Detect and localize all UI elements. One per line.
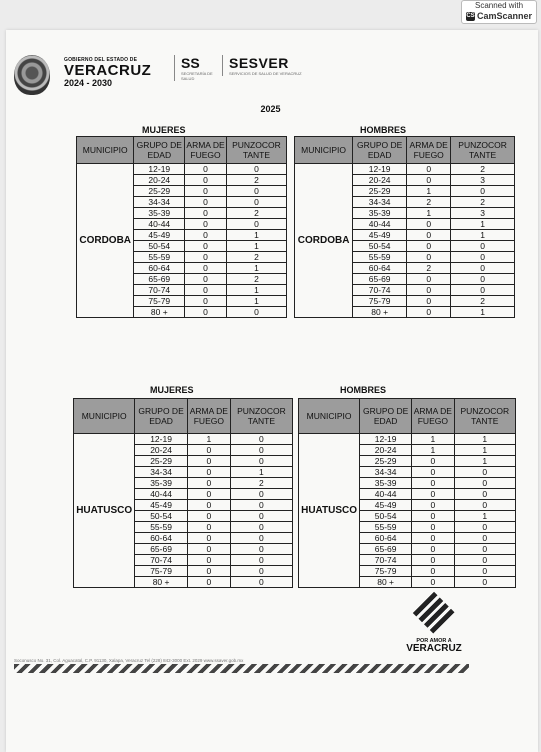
footer-address: Soconusco No. 31, Col. Aguacatal, C.P. 91130, Xalapa, Veracruz Tel (228) 842-3000 Ext. 2029 www.ssaver.gob.mx (14, 658, 244, 663)
punzocortante-cell: 2 (226, 274, 286, 285)
punzocortante-cell: 0 (454, 577, 515, 588)
age-group-cell: 45-49 (135, 500, 188, 511)
arma-fuego-cell: 0 (185, 285, 227, 296)
arma-fuego-cell: 0 (187, 478, 230, 489)
age-group-cell: 25-29 (135, 456, 188, 467)
age-group-cell: 25-29 (353, 186, 407, 197)
arma-fuego-cell: 1 (412, 434, 454, 445)
punzocortante-cell: 1 (226, 263, 286, 274)
header-arma-fuego: ARMA DE FUEGO (185, 137, 227, 164)
table-header-row (295, 137, 515, 164)
header-arma-fuego: ARMA DE FUEGO (187, 399, 230, 434)
age-group-cell: 20-24 (353, 175, 407, 186)
arma-fuego-cell: 0 (412, 555, 454, 566)
age-group-cell: 20-24 (134, 175, 185, 186)
header-punzocortante: PUNZOCOR TANTE (454, 399, 515, 434)
age-group-cell: 34-34 (135, 467, 188, 478)
arma-fuego-cell: 0 (187, 555, 230, 566)
age-group-cell: 40-44 (360, 489, 412, 500)
punzocortante-cell: 0 (451, 186, 515, 197)
cordoba-women-table (76, 136, 287, 318)
arma-fuego-cell: 0 (412, 489, 454, 500)
gender-title-1: MUJERES (142, 125, 186, 135)
header-grupo-edad: GRUPO DE EDAD (353, 137, 407, 164)
arma-fuego-cell: 0 (407, 219, 451, 230)
punzocortante-cell: 0 (230, 522, 292, 533)
punzocortante-cell: 0 (226, 164, 286, 175)
arma-fuego-cell: 0 (185, 274, 227, 285)
age-group-cell: 12-19 (135, 434, 188, 445)
ss-label: SS (181, 55, 200, 71)
punzocortante-cell: 2 (451, 164, 515, 175)
punzocortante-cell: 0 (451, 263, 515, 274)
arma-fuego-cell: 0 (185, 263, 227, 274)
letterhead (14, 55, 314, 95)
arma-fuego-cell: 0 (187, 456, 230, 467)
arma-fuego-cell: 0 (407, 164, 451, 175)
cordoba-men-table (294, 136, 515, 318)
punzocortante-cell: 0 (230, 445, 292, 456)
arma-fuego-cell: 0 (412, 456, 454, 467)
punzocortante-cell: 2 (451, 197, 515, 208)
camscanner-badge (461, 0, 537, 24)
state-name: VERACRUZ (64, 62, 152, 79)
punzocortante-cell: 0 (454, 489, 515, 500)
header-punzocortante: PUNZOCOR TANTE (230, 399, 292, 434)
arma-fuego-cell: 0 (185, 197, 227, 208)
punzocortante-cell: 1 (226, 285, 286, 296)
punzocortante-cell: 2 (451, 296, 515, 307)
arma-fuego-cell: 0 (187, 522, 230, 533)
age-group-cell: 40-44 (353, 219, 407, 230)
punzocortante-cell: 3 (451, 175, 515, 186)
arma-fuego-cell: 0 (185, 296, 227, 307)
sesver-sub: SERVICIOS DE SALUD DE VERACRUZ (229, 71, 302, 76)
age-group-cell: 35-39 (360, 478, 412, 489)
arma-fuego-cell: 0 (412, 544, 454, 555)
table-header-row (74, 399, 293, 434)
ss-sub: SECRETARÍA DE SALUD (181, 71, 213, 81)
punzocortante-cell: 0 (230, 511, 292, 522)
age-group-cell: 50-54 (135, 511, 188, 522)
punzocortante-cell: 1 (230, 467, 292, 478)
punzocortante-cell: 1 (451, 219, 515, 230)
age-group-cell: 80 + (134, 307, 185, 318)
header-grupo-edad: GRUPO DE EDAD (360, 399, 412, 434)
punzocortante-cell: 0 (454, 467, 515, 478)
age-group-cell: 65-69 (135, 544, 188, 555)
age-group-cell: 75-79 (360, 566, 412, 577)
age-group-cell: 60-64 (360, 533, 412, 544)
punzocortante-cell: 0 (230, 489, 292, 500)
arma-fuego-cell: 0 (407, 241, 451, 252)
government-logo (64, 57, 164, 88)
age-group-cell: 75-79 (134, 296, 185, 307)
arma-fuego-cell: 0 (412, 511, 454, 522)
arma-fuego-cell: 0 (407, 285, 451, 296)
age-group-cell: 70-74 (134, 285, 185, 296)
arma-fuego-cell: 0 (187, 500, 230, 511)
punzocortante-cell: 0 (454, 500, 515, 511)
punzocortante-cell: 1 (454, 511, 515, 522)
sesver-label: SESVER (229, 55, 289, 71)
sesver-logo (222, 55, 309, 76)
punzocortante-cell: 0 (230, 566, 292, 577)
punzocortante-cell: 0 (454, 555, 515, 566)
punzocortante-cell: 0 (230, 555, 292, 566)
age-group-cell: 55-59 (360, 522, 412, 533)
age-group-cell: 65-69 (360, 544, 412, 555)
age-group-cell: 50-54 (360, 511, 412, 522)
age-group-cell: 35-39 (135, 478, 188, 489)
table-row (74, 434, 293, 445)
arma-fuego-cell: 0 (185, 241, 227, 252)
age-group-cell: 60-64 (135, 533, 188, 544)
arma-fuego-cell: 0 (187, 566, 230, 577)
scanner-caption: Scanned with (474, 1, 524, 10)
punzocortante-cell: 0 (451, 274, 515, 285)
municipio-cell: CORDOBA (295, 164, 353, 318)
municipio-cell: HUATUSCO (299, 434, 360, 588)
arma-fuego-cell: 0 (187, 577, 230, 588)
age-group-cell: 45-49 (353, 230, 407, 241)
arma-fuego-cell: 0 (407, 252, 451, 263)
arma-fuego-cell: 0 (187, 445, 230, 456)
punzocortante-cell: 3 (451, 208, 515, 219)
punzocortante-cell: 0 (454, 533, 515, 544)
punzocortante-cell: 0 (454, 478, 515, 489)
punzocortante-cell: 1 (454, 456, 515, 467)
header-grupo-edad: GRUPO DE EDAD (135, 399, 188, 434)
arma-fuego-cell: 0 (412, 533, 454, 544)
scanner-brand-row (462, 11, 536, 21)
arma-fuego-cell: 0 (185, 230, 227, 241)
age-group-cell: 35-39 (353, 208, 407, 219)
arma-fuego-cell: 0 (187, 511, 230, 522)
punzocortante-cell: 0 (230, 544, 292, 555)
age-group-cell: 70-74 (353, 285, 407, 296)
age-group-cell: 50-54 (353, 241, 407, 252)
punzocortante-cell: 0 (451, 285, 515, 296)
table-header-row (299, 399, 516, 434)
age-group-cell: 65-69 (353, 274, 407, 285)
gender-title-2: HOMBRES (360, 125, 407, 135)
age-group-cell: 70-74 (360, 555, 412, 566)
punzocortante-cell: 0 (454, 566, 515, 577)
age-group-cell: 55-59 (135, 522, 188, 533)
arma-fuego-cell: 0 (407, 296, 451, 307)
header-municipio: MUNICIPIO (295, 137, 353, 164)
arma-fuego-cell: 0 (185, 252, 227, 263)
arma-fuego-cell: 0 (187, 489, 230, 500)
huatusco-men-table (298, 398, 516, 588)
por-amor-a-veracruz-logo (404, 598, 464, 654)
header-municipio: MUNICIPIO (77, 137, 134, 164)
age-group-cell: 45-49 (360, 500, 412, 511)
arma-fuego-cell: 1 (407, 186, 451, 197)
age-group-cell: 70-74 (135, 555, 188, 566)
age-group-cell: 20-24 (135, 445, 188, 456)
arma-fuego-cell: 0 (412, 467, 454, 478)
arma-fuego-cell: 0 (185, 219, 227, 230)
arma-fuego-cell: 0 (412, 566, 454, 577)
punzocortante-cell: 2 (226, 208, 286, 219)
header-municipio: MUNICIPIO (74, 399, 135, 434)
table-header-row (77, 137, 287, 164)
gov-label: GOBIERNO DEL ESTADO DE (64, 57, 138, 63)
age-group-cell: 12-19 (134, 164, 185, 175)
age-group-cell: 12-19 (360, 434, 412, 445)
scanner-brand: CamScanner (476, 11, 533, 21)
punzocortante-cell: 2 (230, 478, 292, 489)
punzocortante-cell: 0 (226, 197, 286, 208)
arma-fuego-cell: 0 (407, 230, 451, 241)
table-row (77, 164, 287, 175)
arma-fuego-cell: 0 (412, 478, 454, 489)
arma-fuego-cell: 0 (412, 577, 454, 588)
age-group-cell: 34-34 (134, 197, 185, 208)
punzocortante-cell: 1 (454, 445, 515, 456)
age-group-cell: 25-29 (134, 186, 185, 197)
age-group-cell: 12-19 (353, 164, 407, 175)
age-group-cell: 25-29 (360, 456, 412, 467)
huatusco-women-table (73, 398, 293, 588)
ss-logo (174, 55, 221, 81)
header-punzocortante: PUNZOCOR TANTE (226, 137, 286, 164)
age-group-cell: 34-34 (360, 467, 412, 478)
arma-fuego-cell: 0 (407, 175, 451, 186)
punzocortante-cell: 1 (226, 241, 286, 252)
header-municipio: MUNICIPIO (299, 399, 360, 434)
header-arma-fuego: ARMA DE FUEGO (407, 137, 451, 164)
arma-fuego-cell: 0 (187, 544, 230, 555)
age-group-cell: 80 + (353, 307, 407, 318)
age-group-cell: 34-34 (353, 197, 407, 208)
report-year: 2025 (260, 104, 281, 114)
punzocortante-cell: 0 (454, 522, 515, 533)
gov-period: 2024 - 2030 (64, 78, 113, 88)
age-group-cell: 40-44 (134, 219, 185, 230)
punzocortante-cell: 1 (451, 230, 515, 241)
age-group-cell: 75-79 (353, 296, 407, 307)
header-punzocortante: PUNZOCOR TANTE (451, 137, 515, 164)
arma-fuego-cell: 2 (407, 197, 451, 208)
age-group-cell: 60-64 (134, 263, 185, 274)
table-row (299, 434, 516, 445)
punzocortante-cell: 0 (226, 307, 286, 318)
punzocortante-cell: 0 (230, 500, 292, 511)
arma-fuego-cell: 0 (407, 307, 451, 318)
arma-fuego-cell: 0 (407, 274, 451, 285)
arma-fuego-cell: 0 (185, 164, 227, 175)
age-group-cell: 35-39 (134, 208, 185, 219)
header-arma-fuego: ARMA DE FUEGO (412, 399, 454, 434)
age-group-cell: 80 + (135, 577, 188, 588)
age-group-cell: 40-44 (135, 489, 188, 500)
punzocortante-cell: 0 (230, 456, 292, 467)
age-group-cell: 80 + (360, 577, 412, 588)
arma-fuego-cell: 0 (412, 522, 454, 533)
punzocortante-cell: 1 (451, 307, 515, 318)
arma-fuego-cell: 0 (185, 175, 227, 186)
age-group-cell: 65-69 (134, 274, 185, 285)
arma-fuego-cell: 1 (412, 445, 454, 456)
age-group-cell: 75-79 (135, 566, 188, 577)
gender-title-3: MUJERES (150, 385, 194, 395)
punzocortante-cell: 2 (226, 252, 286, 263)
arma-fuego-cell: 0 (185, 186, 227, 197)
municipio-cell: HUATUSCO (74, 434, 135, 588)
arma-fuego-cell: 0 (185, 208, 227, 219)
age-group-cell: 50-54 (134, 241, 185, 252)
municipio-cell: CORDOBA (77, 164, 134, 318)
table-row (295, 164, 515, 175)
punzocortante-cell: 1 (454, 434, 515, 445)
arma-fuego-cell: 0 (187, 467, 230, 478)
punzocortante-cell: 0 (230, 533, 292, 544)
age-group-cell: 55-59 (353, 252, 407, 263)
punzocortante-cell: 0 (451, 252, 515, 263)
gender-title-4: HOMBRES (340, 385, 387, 395)
age-group-cell: 20-24 (360, 445, 412, 456)
arma-fuego-cell: 0 (187, 533, 230, 544)
punzocortante-cell: 1 (226, 230, 286, 241)
punzocortante-cell: 0 (451, 241, 515, 252)
arma-fuego-cell: 1 (407, 208, 451, 219)
footer-slogan: POR AMOR A (416, 638, 452, 644)
age-group-cell: 45-49 (134, 230, 185, 241)
punzocortante-cell: 0 (226, 186, 286, 197)
punzocortante-cell: 0 (230, 434, 292, 445)
punzocortante-cell: 0 (230, 577, 292, 588)
header-grupo-edad: GRUPO DE EDAD (134, 137, 185, 164)
punzocortante-cell: 0 (226, 219, 286, 230)
arma-fuego-cell: 0 (412, 500, 454, 511)
state-seal-icon (14, 55, 50, 95)
veracruz-diamond-icon (413, 592, 455, 634)
punzocortante-cell: 1 (226, 296, 286, 307)
punzocortante-cell: 0 (454, 544, 515, 555)
age-group-cell: 55-59 (134, 252, 185, 263)
arma-fuego-cell: 2 (407, 263, 451, 274)
arma-fuego-cell: 0 (185, 307, 227, 318)
arma-fuego-cell: 1 (187, 434, 230, 445)
age-group-cell: 60-64 (353, 263, 407, 274)
footer-pattern-band (14, 664, 469, 673)
footer-state: VERACRUZ (406, 643, 462, 654)
camscanner-logo-icon: CS (466, 12, 475, 19)
punzocortante-cell: 2 (226, 175, 286, 186)
